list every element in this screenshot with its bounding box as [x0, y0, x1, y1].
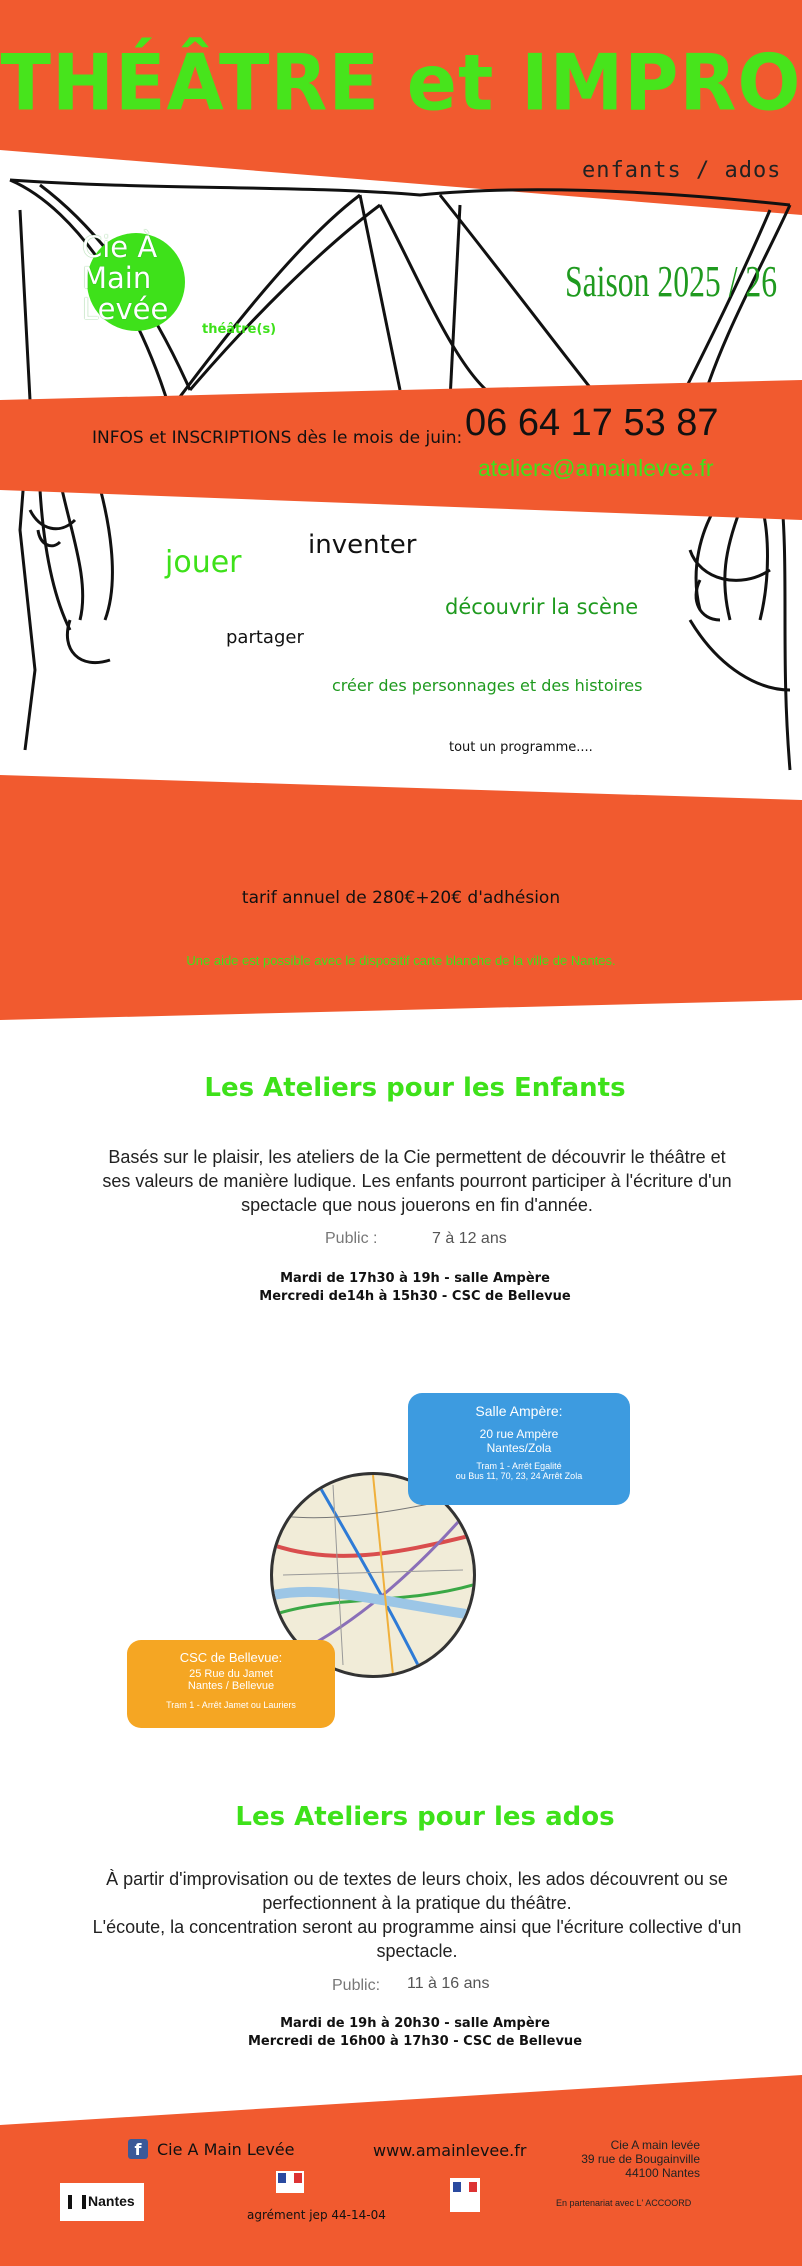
nantes-logo-mark	[68, 2195, 86, 2209]
website-link[interactable]: www.amainlevee.fr	[373, 2141, 527, 2160]
word-jouer: jouer	[165, 545, 242, 580]
word-partager: partager	[226, 627, 304, 648]
ampere-address-1: 20 rue Ampère	[479, 1427, 559, 1441]
word-programme: tout un programme....	[449, 740, 593, 755]
enfants-schedule-1: Mardi de 17h30 à 19h - salle Ampère	[280, 1271, 550, 1286]
enfants-schedule-2: Mercredi de14h à 15h30 - CSC de Bellevue	[259, 1289, 571, 1304]
infos-label: INFOS et INSCRIPTIONS dès le mois de juin:	[92, 428, 463, 448]
ampere-tram-1: Tram 1 - Arrêt Egalité	[476, 1461, 562, 1471]
aide-text: Une aide est possible avec le dispositif carte blanche de la ville de Nantes.	[186, 953, 616, 968]
footer-address-1: Cie A main levée	[610, 2138, 700, 2152]
ampere-address-2: Nantes/Zola	[486, 1441, 552, 1455]
bellevue-tram: Tram 1 - Arrêt Jamet ou Lauriers	[166, 1700, 296, 1710]
ados-body-2: L'écoute, la concentration seront au programme ainsi que l'écriture collective d'un spectacle.	[92, 1917, 742, 1961]
phone-number: 06 64 17 53 87	[465, 402, 719, 444]
enfants-body: Basés sur le plaisir, les ateliers de la Cie permettent de découvrir le théâtre et ses valeurs de manière ludique. Les enfants pourront participer à l'écriture d'un spectacle que nous jouerons en fin d'année.	[102, 1147, 732, 1215]
partner-text: En partenariat avec L' ACCOORD	[556, 2198, 692, 2208]
ados-title: Les Ateliers pour les ados	[235, 1802, 615, 1832]
word-decouvrir: découvrir la scène	[445, 595, 639, 619]
enfants-public-value: 7 à 12 ans	[432, 1230, 507, 1247]
ados-body-1: À partir d'improvisation ou de textes de leurs choix, les ados découvrent ou se perfectionnent à la pratique du théâtre.	[106, 1869, 728, 1913]
ados-schedule-2: Mercredi de 16h00 à 17h30 - CSC de Bellevue	[247, 2034, 583, 2049]
logo-sub: théâtre(s)	[202, 322, 277, 337]
word-inventer: inventer	[308, 530, 417, 560]
ados-schedule-1: Mardi de 19h à 20h30 - salle Ampère	[280, 2016, 550, 2031]
ados-public-label: Public:	[332, 1977, 381, 1994]
ampere-tram-2: ou Bus 11, 70, 23, 24 Arrêt Zola	[455, 1471, 583, 1481]
agrement-text: agrément jep 44-14-04	[247, 2208, 386, 2222]
enfants-public-label: Public :	[325, 1230, 378, 1247]
republique-logo-1	[276, 2171, 304, 2193]
footer-address-3: 44100 Nantes	[625, 2166, 700, 2180]
facebook-link[interactable]: Cie A Main Levée	[157, 2140, 295, 2159]
republique-logo-2	[450, 2178, 480, 2212]
footer-address-2: 39 rue de Bougainville	[581, 2152, 700, 2166]
bellevue-title: CSC de Bellevue:	[179, 1650, 283, 1665]
audience-label: enfants / ados	[582, 158, 782, 183]
word-creer: créer des personnages et des histoires	[332, 676, 643, 695]
enfants-title: Les Ateliers pour les Enfants	[204, 1073, 626, 1103]
season-label: Saison 2025 / 26	[565, 257, 778, 306]
facebook-icon[interactable]: f	[128, 2139, 148, 2159]
bellevue-address-2: Nantes / Bellevue	[187, 1680, 275, 1692]
bellevue-card	[127, 1640, 335, 1728]
ampere-card	[408, 1393, 630, 1505]
tarif-text: tarif annuel de 280€+20€ d'adhésion	[241, 888, 561, 908]
logo-text: Cie À Main Levée	[82, 230, 169, 326]
email-link[interactable]: ateliers@amainlevee.fr	[478, 455, 714, 481]
ados-public-value: 11 à 16 ans	[407, 1975, 490, 1992]
nantes-logo	[60, 2183, 144, 2221]
ampere-title: Salle Ampère:	[475, 1403, 563, 1419]
bellevue-address-1: 25 Rue du Jamet	[189, 1668, 273, 1680]
nantes-logo-text: Nantes	[88, 2193, 135, 2209]
page-title: THÉÂTRE et IMPRO	[0, 37, 802, 129]
